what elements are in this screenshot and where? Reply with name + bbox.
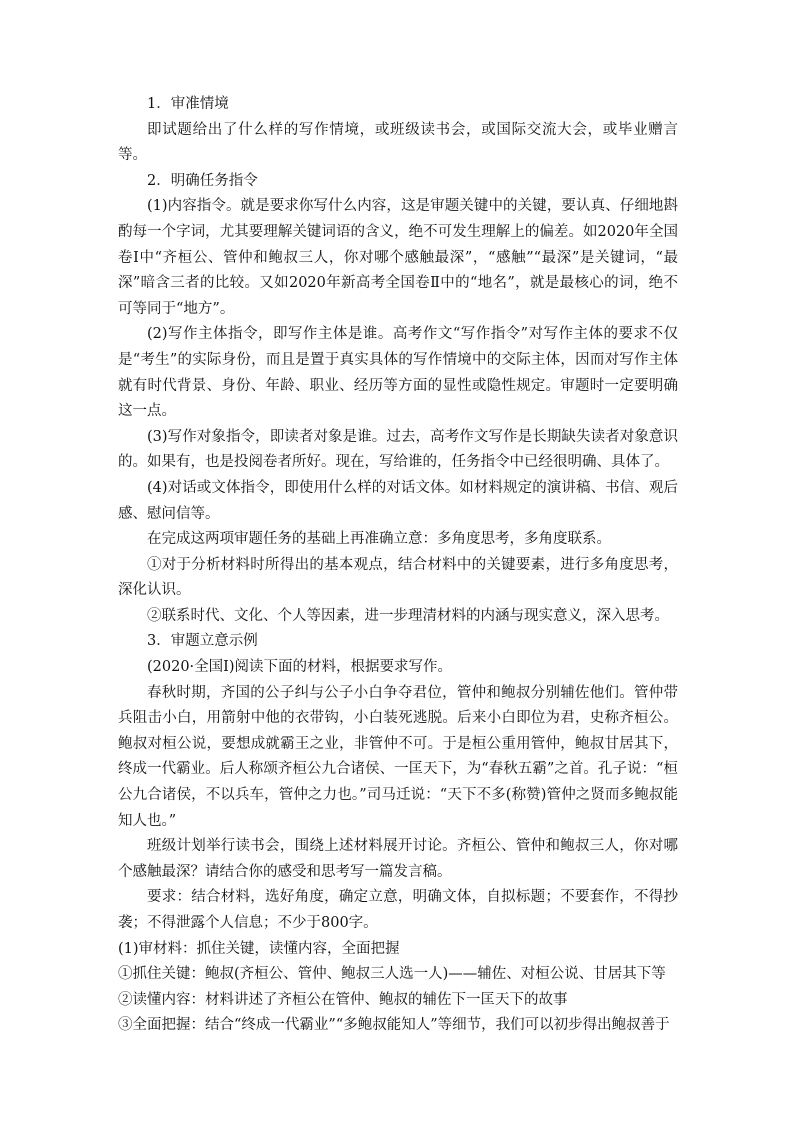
material-passage: 班级计划举行读书会，围绕上述材料展开讨论。齐桓公、管仲和鲍叔三人，你对哪个感触最深？请结合你的感受和思考写一篇发言稿。 bbox=[118, 838, 678, 880]
paragraph: ②联系时代、文化、个人等因素，进一步理清材料的内涵与现实意义，深入思考。 bbox=[147, 607, 669, 624]
document-page bbox=[118, 92, 678, 1039]
paragraph: 要求：结合材料，选好角度，确定立意，明确文体，自拟标题；不要套作，不得抄袭；不得泄露个人信息；不少于800字。 bbox=[118, 889, 678, 931]
section-heading-3: 3．审题立意示例 bbox=[147, 633, 258, 650]
list-item: ①抓住关键：鲍叔(齐桓公、管仲、鲍叔三人选一人)——辅佐、对桓公说、甘居其下等 bbox=[118, 966, 666, 983]
list-item: ③全面把握：结合“终成一代霸业”“多鲍叔能知人”等细节，我们可以初步得出鲍叔善于 bbox=[118, 1017, 670, 1034]
paragraph: (2)写作主体指令，即写作主体是谁。高考作文“写作指令”对写作主体的要求不仅是“考生”的实际身份，而且是置于真实具体的写作情境中的交际主体，因而对写作主体就有时代背景、身份、年龄、职业、经历等方面的显性或隐性规定。审题时一定要明确这一点。 bbox=[118, 326, 678, 420]
paragraph: (4)对话或文体指令，即使用什么样的对话文体。如材料规定的演讲稿、书信、观后感、慰问信等。 bbox=[118, 479, 678, 522]
material-passage: 春秋时期，齐国的公子纠与公子小白争夺君位，管仲和鲍叔分别辅佐他们。管仲带兵阻击小白，用箭射中他的衣带钩，小白装死逃脱。后来小白即位为君，史称齐桓公。鲍叔对桓公说，要想成就霸王之业，非管仲不可。于是桓公重用管仲，鲍叔甘居其下，终成一代霸业。后人称颂齐桓公九合诸侯、一匡天下，为“春秋五霸”之首。孔子说：“桓公九合诸侯，不以兵车，管仲之力也。”司马迁说：“天下不多(称赞)管仲之贤而多鲍叔能知人也。” bbox=[118, 684, 678, 829]
paragraph: ①对于分析材料时所得出的基本观点，结合材料中的关键要素，进行多角度思考，深化认识。 bbox=[118, 556, 678, 599]
list-item: ②读懂内容：材料讲述了齐桓公在管仲、鲍叔的辅佐下一匡天下的故事 bbox=[118, 991, 568, 1008]
section-heading-2: 2．明确任务指令 bbox=[147, 172, 258, 189]
paragraph: 在完成这两项审题任务的基础上再准确立意：多角度思考，多角度联系。 bbox=[147, 531, 611, 548]
paragraph: (1)审材料：抓住关键，读懂内容，全面把握 bbox=[118, 940, 400, 957]
paragraph: (3)写作对象指令，即读者对象是谁。过去，高考作文写作是长期缺失读者对象意识的。如果有，也是投阅卷者所好。现在，写给谁的，任务指令中已经很明确、具体了。 bbox=[118, 428, 678, 471]
paragraph: 即试题给出了什么样的写作情境，或班级读书会，或国际交流大会，或毕业赠言等。 bbox=[118, 121, 678, 164]
section-heading-1: 1．审准情境 bbox=[147, 96, 229, 112]
paragraph: (1)内容指令。就是要求你写什么内容，这是审题关键中的关键，要认真、仔细地斟酌每一个字词，尤其要理解关键词语的含义，绝不可发生理解上的偏差。如2020年全国卷Ⅰ中“齐桓公、管仲和鲍叔三人，你对哪个感触最深”，“感触”“最深”是关键词，“最深”暗含三者的比较。又如2020年新高考全国卷Ⅱ中的“地名”，就是最核心的词，绝不可等同于“地方”。 bbox=[118, 198, 678, 317]
paragraph: (2020·全国Ⅰ)阅读下面的材料，根据要求写作。 bbox=[147, 659, 453, 676]
